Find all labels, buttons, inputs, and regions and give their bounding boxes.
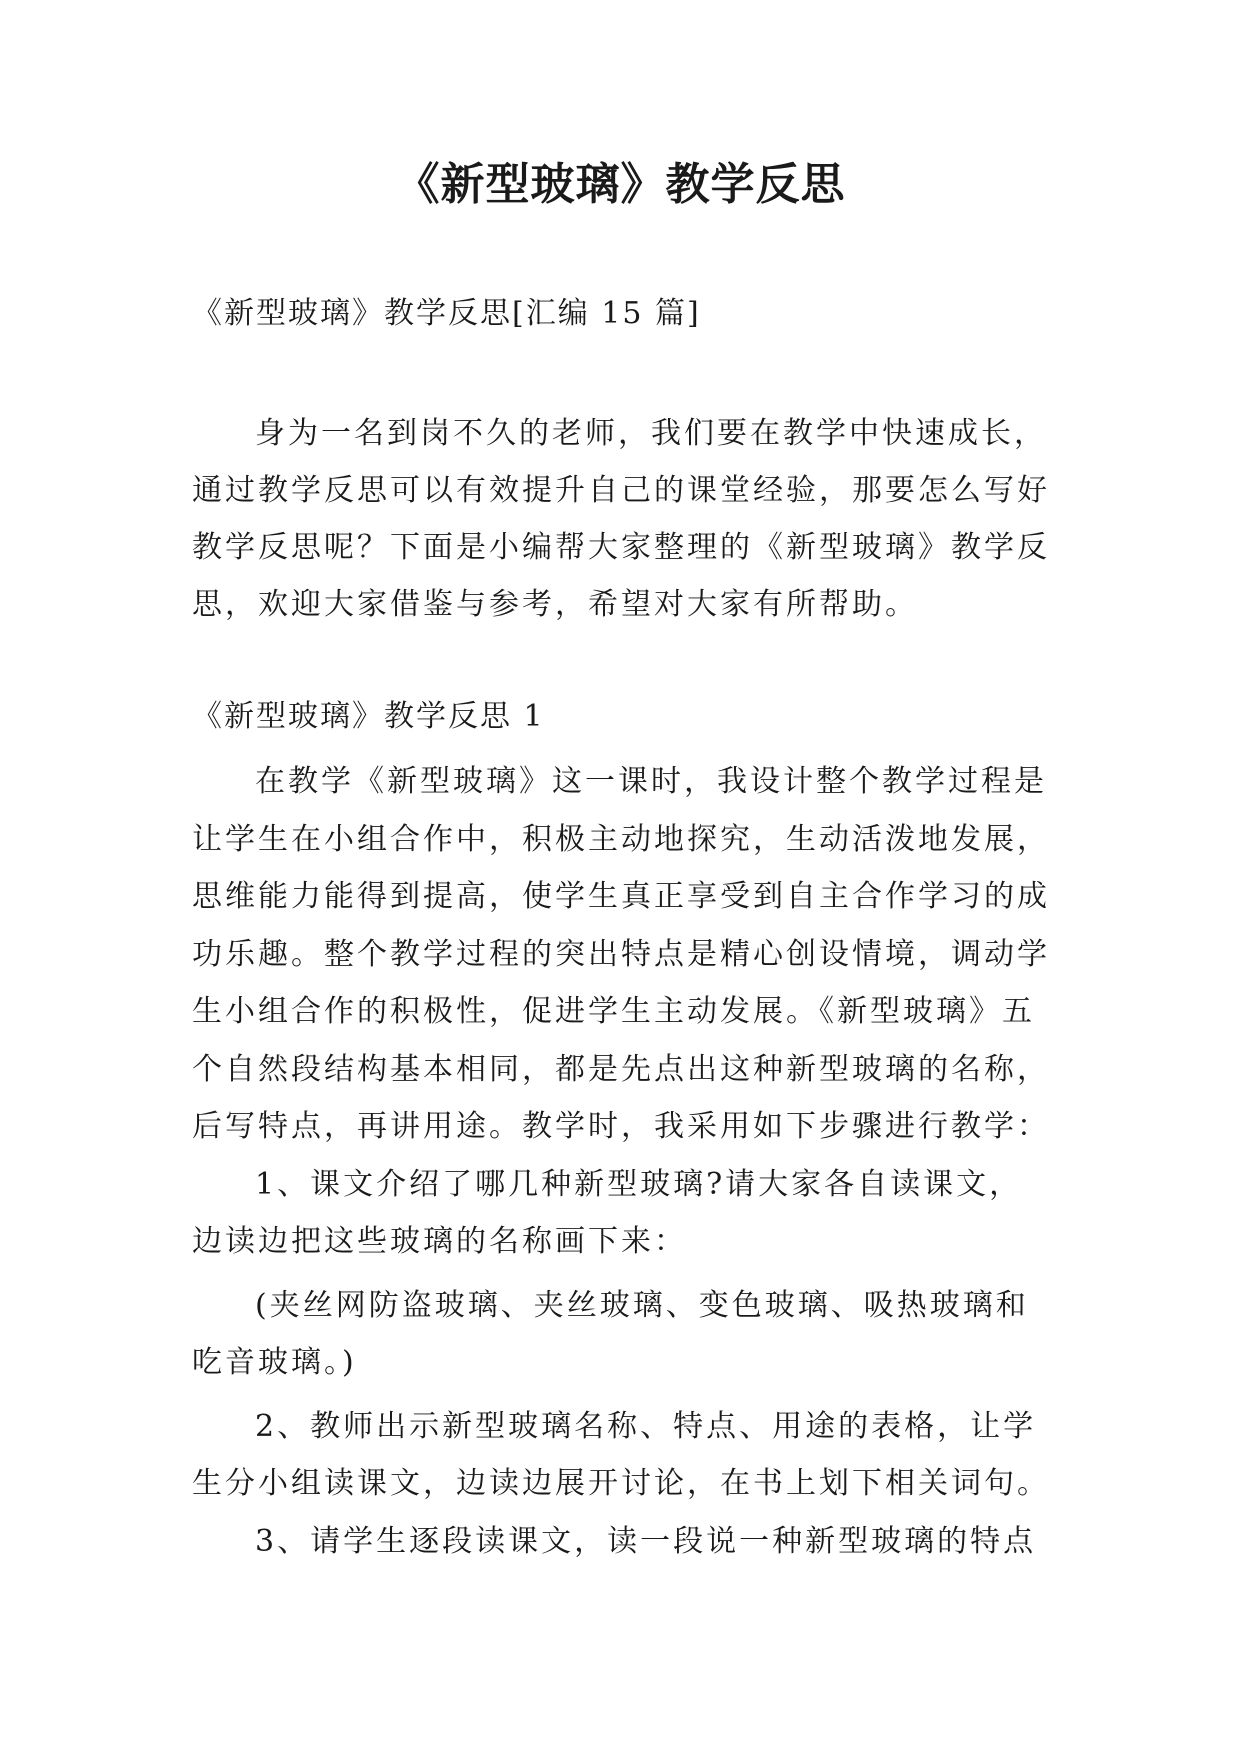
section-body	[192, 753, 1054, 1570]
body-paragraph: 2、教师出示新型玻璃名称、特点、用途的表格，让学生分小组读课文，边读边展开讨论，在书上划下相关词句。	[192, 1408, 1050, 1501]
body-paragraph: 3、请学生逐段读课文，读一段说一种新型玻璃的特点	[255, 1523, 1037, 1559]
document-subtitle: 《新型玻璃》教学反思[汇编 15 篇]	[192, 296, 701, 331]
body-paragraph: (夹丝网防盗玻璃、夹丝玻璃、变色玻璃、吸热玻璃和吃音玻璃。)	[192, 1287, 1029, 1380]
section-heading: 《新型玻璃》教学反思 1	[192, 699, 545, 734]
body-paragraph: 在教学《新型玻璃》这一课时，我设计整个教学过程是让学生在小组合作中，积极主动地探究，生动活泼地发展，思维能力能得到提高，使学生真正享受到自主合作学习的成功乐趣。整个教学过程的突出特点是精心创设情境，调动学生小组合作的积极性，促进学生主动发展。《新型玻璃》五个自然段结构基本相同，都是先点出这种新型玻璃的名称，后写特点，再讲用途。教学时，我采用如下步骤进行教学：	[192, 764, 1050, 1144]
intro-paragraph: 身为一名到岗不久的老师，我们要在教学中快速成长，通过教学反思可以有效提升自己的课堂经验，那要怎么写好教学反思呢？下面是小编帮大家整理的《新型玻璃》教学反思，欢迎大家借鉴与参考，希望对大家有所帮助。	[192, 416, 1050, 622]
document-title: 《新型玻璃》教学反思	[395, 159, 846, 210]
body-paragraph: 1、课文介绍了哪几种新型玻璃?请大家各自读课文，边读边把这些玻璃的名称画下来：	[192, 1166, 1023, 1259]
